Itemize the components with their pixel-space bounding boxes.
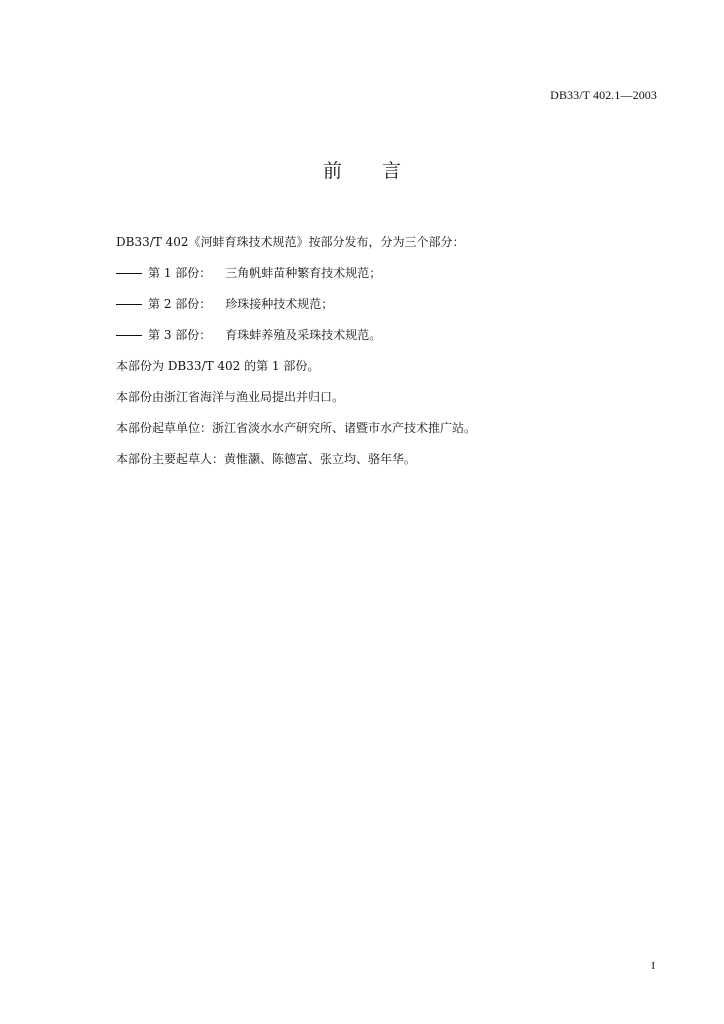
em-dash-marker: [116, 335, 142, 336]
intro-paragraph: DB33/T 402《河蚌育珠技术规范》按部分发布，分为三个部分：: [116, 235, 465, 249]
part-label: 第 2 部份：: [148, 297, 212, 311]
statement-part-scope: 本部份为 DB33/T 402 的第 1 部份。: [116, 359, 320, 373]
list-item-part-1: [116, 263, 656, 283]
em-dash-marker: [116, 304, 142, 305]
part-text: 三角帆蚌苗种繁育技术规范；: [225, 266, 382, 280]
part-label: 第 1 部份：: [148, 266, 212, 280]
part-text: 育珠蚌养殖及采珠技术规范。: [225, 328, 382, 342]
foreword-body: [116, 232, 656, 480]
statement-drafters: 本部份主要起草人：黄惟灏、陈德富、张立均、骆年华。: [116, 452, 417, 466]
list-item-part-3: [116, 325, 656, 345]
list-item-part-2: [116, 294, 656, 314]
section-title: 前言: [322, 160, 441, 182]
page-number: I: [651, 960, 655, 972]
em-dash-marker: [116, 273, 142, 274]
statement-drafting-units: 本部份起草单位：浙江省淡水水产研究所、诸暨市水产技术推广站。: [116, 421, 477, 435]
part-text: 珍珠接种技术规范；: [225, 297, 334, 311]
document-code: DB33/T 402.1—2003: [550, 88, 657, 102]
statement-proposer: 本部份由浙江省海洋与渔业局提出并归口。: [116, 390, 345, 404]
part-label: 第 3 部份：: [148, 328, 212, 342]
